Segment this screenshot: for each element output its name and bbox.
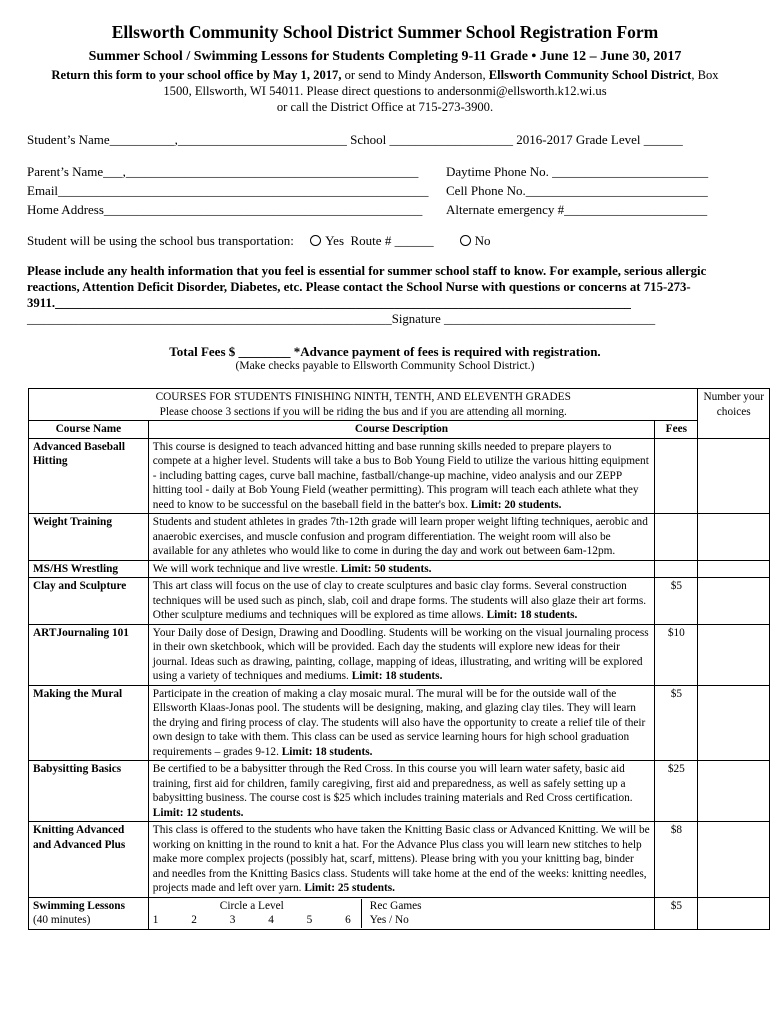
- course-row: [29, 438, 770, 514]
- course-description: Participate in the creation of making a clay mosaic mural. The mural will be for the outside wall of the Ellsworth Klaas-Jonas pool. The students will be designing, making, and glazing clay tiles. They will learn the drying and firing process of clay. The students will also have the opportunity to create a relief tile of their own design to take with them. This class can be used as service learning hours for high school graduation requirements – grades 9-12. Limit: 18 students.: [148, 685, 654, 761]
- course-name: MS/HS Wrestling: [29, 560, 149, 578]
- choice-number-input[interactable]: [698, 578, 770, 625]
- form-title: Ellsworth Community School District Summer School Registration Form: [111, 22, 659, 42]
- course-limit: Limit: 18 students.: [486, 609, 578, 621]
- course-row: [29, 685, 770, 761]
- level-option[interactable]: 4: [268, 914, 274, 926]
- choice-number-input[interactable]: [698, 560, 770, 578]
- swimming-name: Swimming Lessons: [33, 899, 125, 912]
- swimming-row: [29, 897, 770, 929]
- choice-number-input[interactable]: [698, 438, 770, 514]
- choice-number-input[interactable]: [698, 822, 770, 898]
- col-fees: Fees: [655, 421, 698, 439]
- return-text-3: or call the District Office at 715-273-3900.: [276, 100, 494, 114]
- bus-yes-radio[interactable]: [310, 235, 321, 246]
- form-subtitle: Summer School / Swimming Lessons for Students Completing 9-11 Grade • June 12 – June 30, 2017: [88, 49, 682, 64]
- swimming-desc-cell: [148, 897, 654, 929]
- cell-phone-field[interactable]: Cell Phone No.____________________________: [446, 183, 708, 198]
- parent-name-field[interactable]: Parent’s Name___,_____________________________________________: [27, 164, 419, 179]
- swimming-choice-number[interactable]: [698, 897, 770, 929]
- course-limit: Limit: 18 students.: [281, 745, 373, 758]
- bus-yes-label: Yes Route # ______: [325, 233, 434, 248]
- course-row: [29, 761, 770, 822]
- level-option[interactable]: 1: [152, 914, 159, 926]
- choice-number-input[interactable]: [698, 624, 770, 685]
- course-description: Your Daily dose of Design, Drawing and Doodling. Students will be working on the visual journaling process in their own sketchbook, which will be provided. Each day the students will explore new ideas for their journal. Ideas such as drawing, painting, collage, mapping of ideas, illustrating, and writing will be explored using a variety of techniques and mediums. Limit: 18 students.: [148, 624, 654, 685]
- course-description: We will work technique and live wrestle. Limit: 50 students.: [148, 560, 654, 578]
- course-description: This class is offered to the students who have taken the Knitting Basic class or Advanced Knitting. We will be working on knitting in the round to knit a hat. For the Advance Plus class you will learn new stitches to help make more complex projects (possibly hat, scarf, mittens). Please bring with you your knitting bag, binder and needles from the Knitting Basics class. Students will take home at the end of the weeks: knitting needles, projects made and left over yarn. Limit: 25 students.: [148, 822, 654, 898]
- table-title: COURSES FOR STUDENTS FINISHING NINTH, TENTH, AND ELEVENTH GRADES: [155, 391, 571, 403]
- course-fee: [655, 514, 698, 561]
- choice-number-input[interactable]: [698, 514, 770, 561]
- return-deadline: Return this form to your school office by May 1, 2017,: [51, 68, 342, 82]
- swimming-duration: (40 minutes): [33, 914, 91, 926]
- email-field[interactable]: Email_________________________________________________________: [27, 183, 429, 198]
- table-heading: [29, 389, 698, 421]
- course-name: Weight Training: [29, 514, 149, 561]
- course-name: Clay and Sculpture: [29, 578, 149, 625]
- course-fee: [655, 438, 698, 514]
- level-option[interactable]: 3: [229, 914, 236, 926]
- level-option[interactable]: 6: [345, 914, 351, 926]
- student-name-field[interactable]: Student’s Name__________,__________________________ School ___________________ 2016-2017 Grade Level ______: [27, 132, 683, 147]
- swimming-name-cell: [29, 897, 149, 929]
- course-fee: $5: [655, 578, 698, 625]
- level-option[interactable]: 2: [191, 914, 197, 926]
- course-description: Be certified to be a babysitter through the Red Cross. In this course you will learn water safety, basic aid training, first aid for children, family caregiving, first aid and preparedness, as well as safely setting up a babysitting business. The course cost is $25 which includes training materials and Red Cross certification. Limit: 12 students.: [148, 761, 654, 822]
- course-description: This course is designed to teach advanced hitting and base running skills needed to prepare players to compete at a higher level. Students will take a bus to Bob Young Field to utilize the various hitting equipment - including batting cages, curve ball machine, fastball/change-up machine, video analysis and our ZEPP hitting tool - daily at Bob Young Field (weather permitting). This program will teach each athlete what they need to know to be successful on the baseball field in the batter's box. Limit: 20 students.: [148, 438, 654, 514]
- course-name: Making the Mural: [29, 685, 149, 761]
- bus-label: Student will be using the school bus transportation:: [27, 233, 294, 248]
- checks-note: (Make checks payable to Ellsworth Community School District.): [235, 360, 535, 372]
- course-description: Students and student athletes in grades 7th-12th grade will learn proper weight lifting techniques, aerobic and anaerobic exercises, and muscle confusion and program differentiation. The weight room will also be available for any athletes who would like to come in during the day and work out between 6am-12pm.: [148, 514, 654, 561]
- return-text-2: , Box 1500, Ellsworth, WI 54011. Please direct questions to andersonmi@ellsworth.k12.wi.us: [163, 68, 719, 98]
- course-name: Babysitting Basics: [29, 761, 149, 822]
- course-limit: Limit: 20 students.: [470, 498, 562, 511]
- home-address-field[interactable]: Home Address_________________________________________________: [27, 202, 423, 217]
- course-description: This art class will focus on the use of clay to create sculptures and basic clay forms. Several construction techniques will be used such as pinch, slab, coil and drape forms. The students will also glaze their art forms. Other sculpture mediums and techniques will be explored as time allows. Limit: 18 students.: [148, 578, 654, 625]
- course-row: [29, 578, 770, 625]
- course-fee: $10: [655, 624, 698, 685]
- table-instruction: Please choose 3 sections if you will be riding the bus and if you are attending all morning.: [159, 405, 567, 418]
- course-limit: Limit: 50 students.: [340, 562, 432, 575]
- rec-games-choice[interactable]: Yes / No: [369, 914, 409, 926]
- return-instructions: [40, 67, 730, 115]
- course-row: [29, 822, 770, 898]
- course-limit: Limit: 12 students.: [152, 806, 244, 819]
- level-options: [153, 913, 351, 928]
- bus-question: [27, 233, 490, 249]
- course-row: [29, 560, 770, 578]
- rec-games: [361, 899, 422, 928]
- swimming-fee: $5: [655, 897, 698, 929]
- course-fee: $8: [655, 822, 698, 898]
- course-fee: $5: [655, 685, 698, 761]
- bus-no-label: No: [474, 233, 491, 248]
- col-course-description: Course Description: [148, 421, 654, 439]
- course-row: [29, 624, 770, 685]
- level-choice: [153, 899, 351, 928]
- daytime-phone-field[interactable]: Daytime Phone No. ________________________: [446, 164, 709, 179]
- course-limit: Limit: 25 students.: [304, 882, 396, 894]
- course-fee: $25: [655, 761, 698, 822]
- col-course-name: Course Name: [29, 421, 149, 439]
- circle-level-label: Circle a Level: [219, 899, 284, 912]
- course-row: [29, 514, 770, 561]
- alternate-emergency-field[interactable]: Alternate emergency #______________________: [446, 202, 708, 217]
- course-name: Knitting Advanced and Advanced Plus: [29, 822, 149, 898]
- course-name: ARTJournaling 101: [29, 624, 149, 685]
- course-name: Advanced Baseball Hitting: [29, 438, 149, 514]
- course-limit: Limit: 18 students.: [351, 670, 443, 682]
- courses-table: [28, 388, 770, 930]
- choice-number-input[interactable]: [698, 685, 770, 761]
- return-text-1: or send to Mindy Anderson,: [341, 68, 489, 82]
- signature-field[interactable]: _________________________________________________________Signature _________________________________: [27, 312, 656, 326]
- total-fees-line[interactable]: Total Fees $ ________ *Advance payment of fees is required with registration.: [169, 344, 601, 359]
- bus-no-radio[interactable]: [460, 235, 471, 246]
- choice-number-input[interactable]: [698, 761, 770, 822]
- district-name: Ellsworth Community School District: [488, 68, 692, 82]
- level-option[interactable]: 5: [306, 914, 313, 926]
- health-info-field[interactable]: Please include any health information that you feel is essential for summer school staff to know. For example, serious allergic reactions, Attention Deficit Disorder, Diabetes, etc. Please contact the School Nurse with questions or concerns at 715-273-3911.__________________________________________________________________________________________: [27, 264, 707, 310]
- course-fee: [655, 560, 698, 578]
- number-choices-header: Number your choices: [698, 389, 770, 439]
- rec-games-label: Rec Games: [369, 899, 422, 912]
